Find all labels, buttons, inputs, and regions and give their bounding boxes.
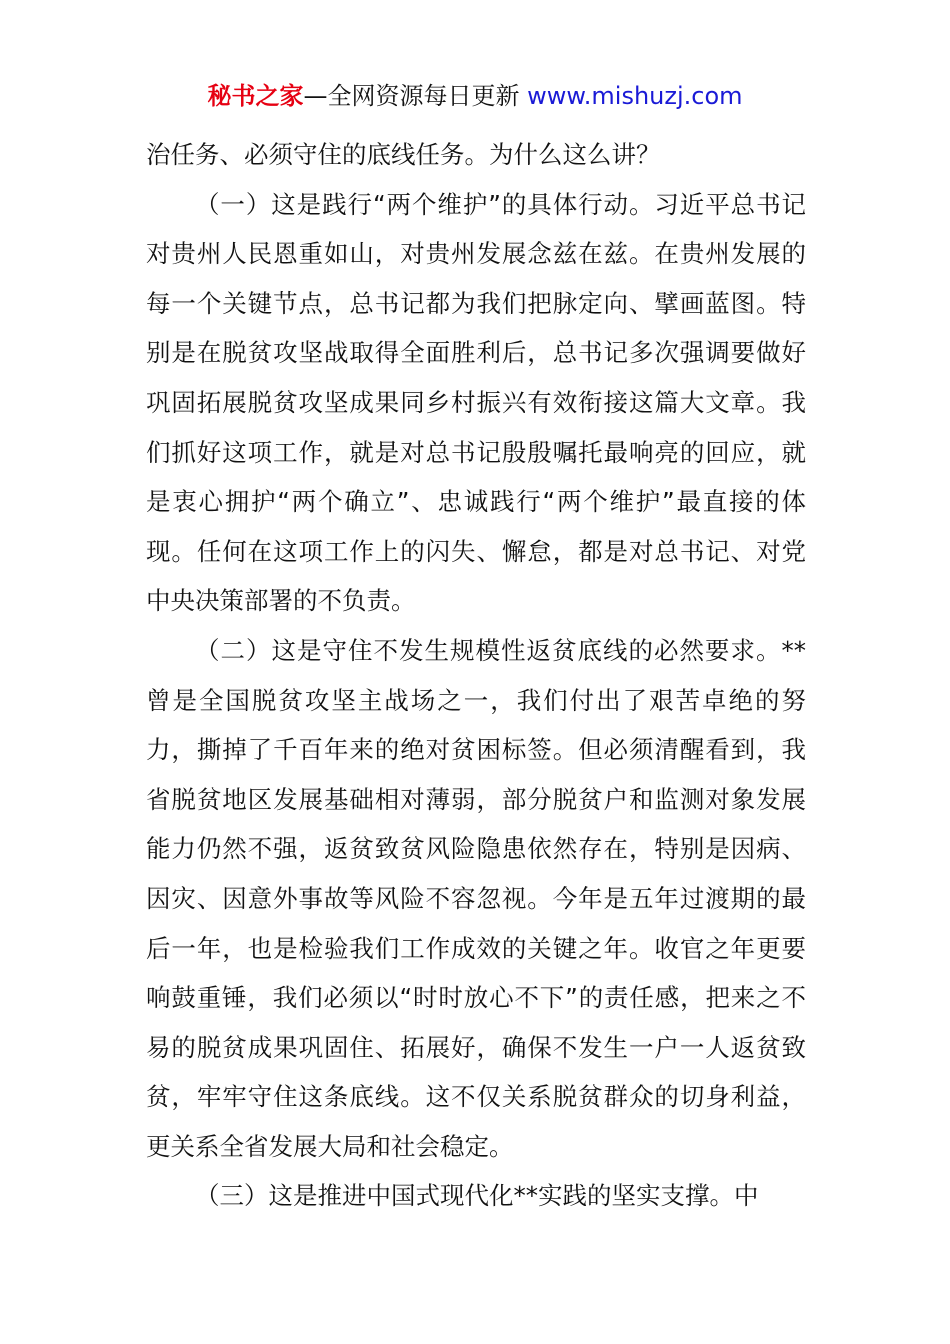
site-url[interactable]: www.mishuzj.com	[527, 82, 743, 110]
paragraph-section-1: （一）这是践行“两个维护”的具体行动。习近平总书记对贵州人民恩重如山，对贵州发展念兹在兹。在贵州发展的每一个关键节点，总书记都为我们把脉定向、擘画蓝图。特别是在脱贫攻坚战取得全面胜利后，总书记多次强调要做好巩固拓展脱贫攻坚成果同乡村振兴有效衔接这篇大文章。我们抓好这项工作，就是对总书记殷殷嘱托最响亮的回应，就是衷心拥护“两个确立”、忠诚践行“两个维护”最直接的体现。任何在这项工作上的闪失、懈怠，都是对总书记、对党中央决策部署的不负责。	[146, 189, 806, 616]
paragraph-section-2: （二）这是守住不发生规模性返贫底线的必然要求。**曾是全国脱贫攻坚主战场之一，我们付出了艰苦卓绝的努力，撕掉了千百年来的绝对贫困标签。但必须清醒看到，我省脱贫地区发展基础相对薄弱，部分脱贫户和监测对象发展能力仍然不强，返贫致贫风险隐患依然存在，特别是因病、因灾、因意外事故等风险不容忽视。今年是五年过渡期的最后一年，也是检验我们工作成效的关键之年。收官之年更要响鼓重锤，我们必须以“时时放心不下”的责任感，把来之不易的脱贫成果巩固住、拓展好，确保不发生一户一人返贫致贫，牢牢守住这条底线。这不仅关系脱贫群众的切身利益，更关系全省发展大局和社会稳定。	[146, 635, 806, 1161]
document-body	[146, 130, 806, 1221]
page-header	[0, 80, 950, 112]
paragraph-section-3: （三）这是推进中国式现代化**实践的坚实支撑。中	[195, 1181, 759, 1211]
header-tagline: —全网资源每日更新	[303, 82, 528, 110]
brand-name: 秘书之家	[207, 82, 304, 110]
paragraph-continuation: 治任务、必须守住的底线任务。为什么这么讲？	[146, 140, 661, 169]
